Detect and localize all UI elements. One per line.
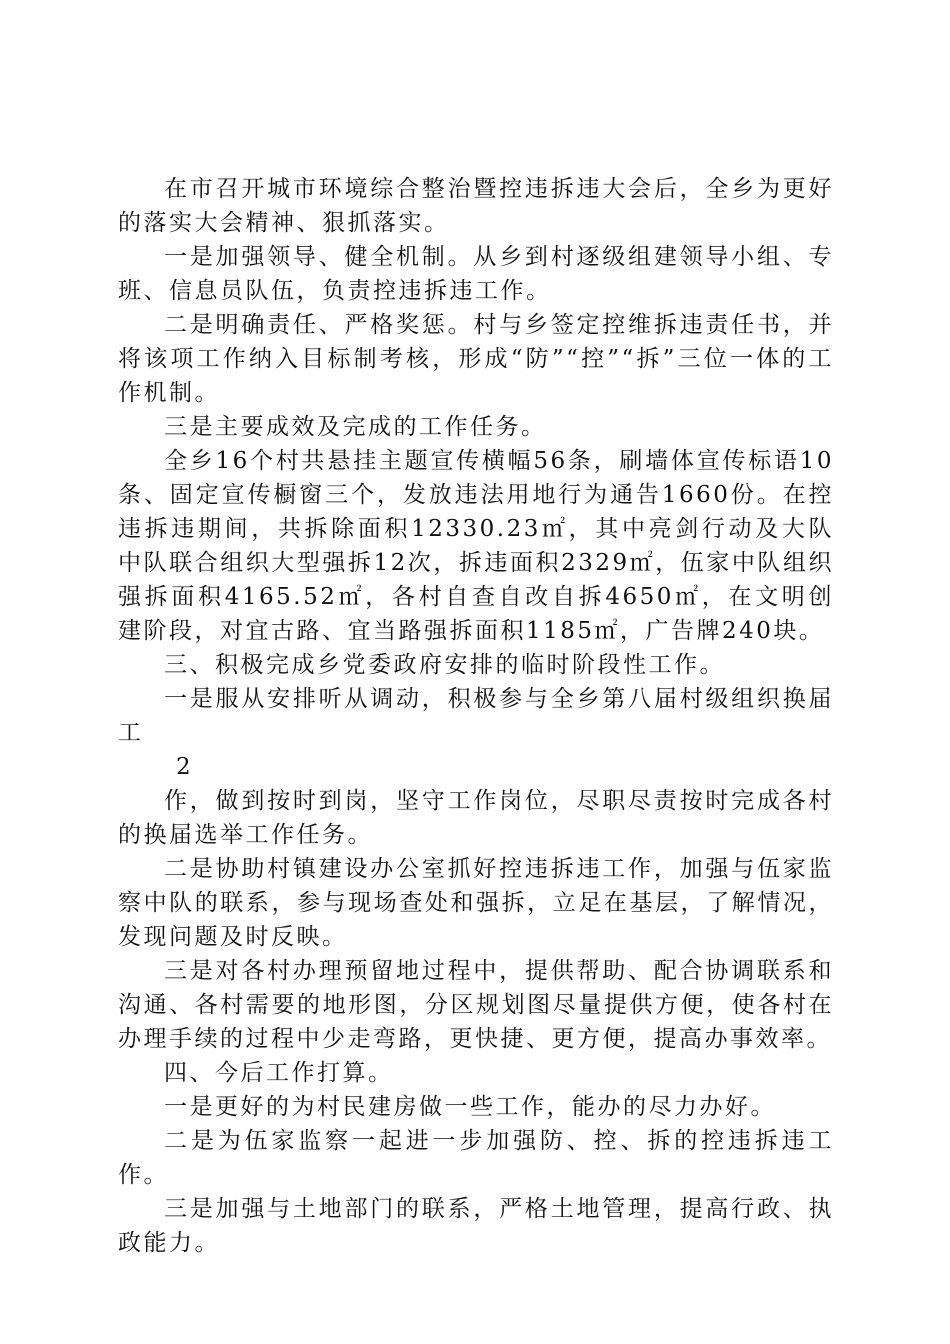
section-heading-temporary-work: 三、积极完成乡党委政府安排的临时阶段性工作。 bbox=[164, 652, 725, 678]
section-heading-future-plans: 四、今后工作打算。 bbox=[164, 1060, 394, 1086]
paragraph-election-continued: 作，做到按时到岗，坚守工作岗位，尽职尽责按时完成各村的换届选举工作任务。 bbox=[118, 788, 834, 848]
paragraph-assist-construction: 二是协助村镇建设办公室抓好控违拆违工作，加强与伍家监察中队的联系，参与现场查处和强拆，立足在基层，了解情况，发现问题及时反映。 bbox=[118, 856, 834, 950]
paragraph-results-heading: 三是主要成效及完成的工作任务。 bbox=[164, 414, 547, 440]
paragraph-reserved-land: 三是对各村办理预留地过程中，提供帮助、配合协调联系和沟通、各村需要的地形图，分区规划图尽量提供方便，使各村在办理手续的过程中少走弯路，更快捷、更方便，提高办事效率。 bbox=[118, 958, 834, 1052]
paragraph-election-start: 一是服从安排听从调动，积极参与全乡第八届村级组织换届工 bbox=[118, 686, 834, 746]
paragraph-future-land: 三是加强与土地部门的联系，严格土地管理，提高行政、执政能力。 bbox=[118, 1196, 834, 1256]
paragraph-future-supervision: 二是为伍家监察一起进一步加强防、控、拆的控违拆违工作。 bbox=[118, 1128, 834, 1188]
paragraph-results-detail: 全乡16个村共悬挂主题宣传横幅56条，刷墙体宣传标语10条、固定宣传橱窗三个，发放违法用地行为通告1660份。在控违拆违期间，共拆除面积12330.23㎡，其中亮剑行动及大队中队联合组织大型强拆12次，拆违面积2329㎡，伍家中队组织强拆面积4165.52㎡，各村自查自改自拆4650㎡，在文明创建阶段，对宜古路、宜当路强拆面积1185㎡，广告牌240块。 bbox=[118, 448, 834, 644]
document-body bbox=[118, 172, 834, 1260]
paragraph-intro: 在市召开城市环境综合整治暨控违拆违大会后，全乡为更好的落实大会精神、狠抓落实。 bbox=[118, 176, 834, 236]
paragraph-leadership: 一是加强领导、健全机制。从乡到村逐级组建领导小组、专班、信息员队伍，负责控违拆违工作。 bbox=[118, 244, 834, 304]
paragraph-future-housing: 一是更好的为村民建房做一些工作，能办的尽力办好。 bbox=[164, 1094, 776, 1120]
paragraph-responsibility: 二是明确责任、严格奖惩。村与乡签定控维拆违责任书，并将该项工作纳入目标制考核，形成“防”“控”“拆”三位一体的工作机制。 bbox=[118, 312, 834, 406]
page-number: 2 bbox=[176, 754, 191, 780]
